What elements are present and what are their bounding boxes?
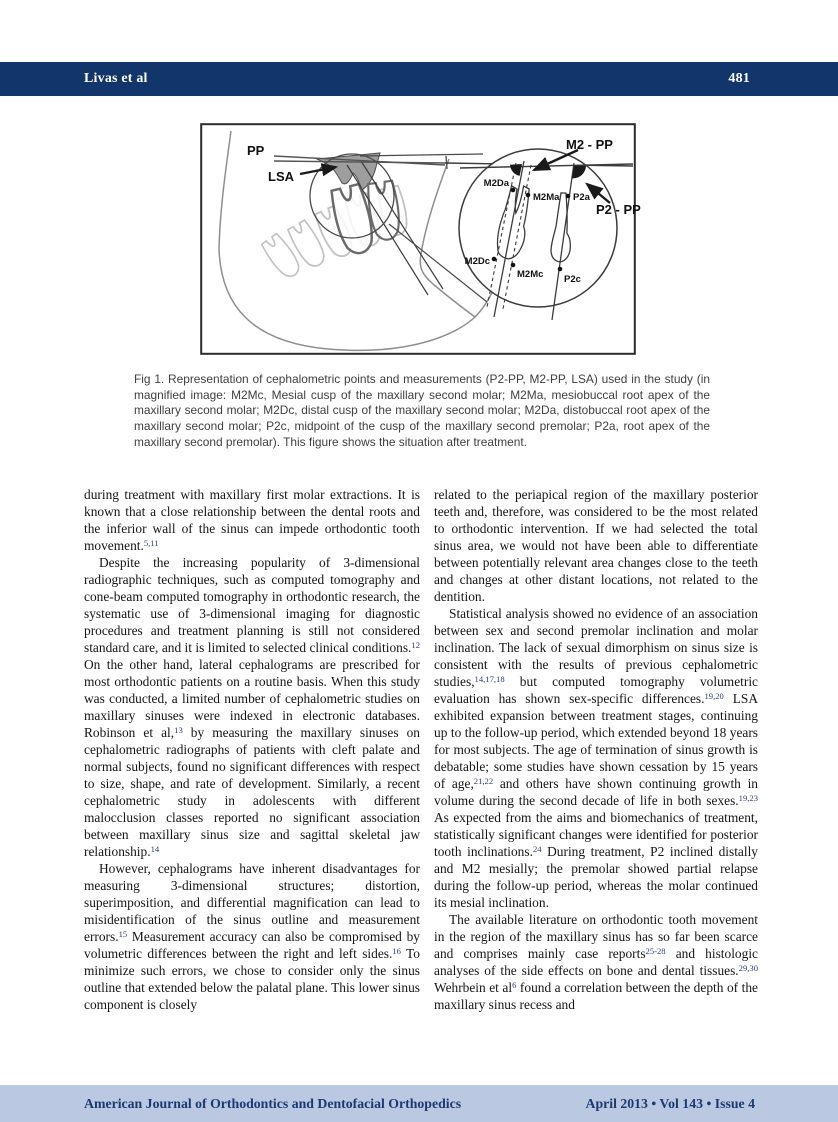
page-footer-bar [0, 1085, 838, 1122]
m2mc-label: M2Mc [517, 269, 544, 280]
body-paragraph: related to the periapical region of the maxillary posterior teeth and, therefore, was considered to be the most related to orthodontic intervention. If we had selected the total sinus area, we would not have been able to differentiate between potentially relevant area changes close to the teeth and changes at other distant locations, not related to the dentition. [434, 487, 758, 604]
magnified-circle [459, 149, 617, 307]
figure-caption: Fig 1. Representation of cephalometric points and measurements (P2-PP, M2-PP, LSA) used in the study (in magnified image: M2Mc, Mesial cusp of the maxillary second molar; M2Ma, mesiobuccal root apex of the maxillary second molar; M2Dc, distal cusp of the maxillary second molar; M2Da, distobuccal root apex of the maxillary second molar; P2c, midpoint of the cusp of the maxillary second premolar; P2a, root apex of the maxillary second premolar). This figure shows the situation after treatment. [134, 372, 710, 449]
p2a-label: P2a [573, 192, 590, 203]
running-author: Livas et al [84, 71, 148, 86]
body-paragraph: during treatment with maxillary first molar extractions. It is known that a close relationship between the dental roots and the inferior wall of the sinus can impede orthodontic tooth movement.$^{5,11}$ [84, 487, 420, 553]
right-column [434, 486, 758, 1013]
left-column [84, 486, 420, 1013]
body-paragraph: However, cephalograms have inherent disadvantages for measuring 3-dimensional structures; distortion, superimposition, and differential magnification can lead to misidentification of the sinus outline and measurement errors.$^{15}$ Measurement accuracy can also be compromised by volumetric differences between the right and left sides.$^{16}$ To minimize such errors, we chose to consider only the sinus outline that extended below the palatal plane. This lower sinus component is closely [84, 861, 420, 1012]
body-text-columns [84, 486, 758, 1013]
body-paragraph: Despite the increasing popularity of 3-dimensional radiographic techniques, such as computed tomography and cone-beam computed tomography in orthodontic research, the systematic use of 3-dimensional imaging for diagnostic procedures and treatment planning is still not considered standard care, and it is limited to selected clinical conditions.$^{12}$ On the other hand, lateral cephalograms are prescribed for most orthodontic patients on a routine basis. When this study was conducted, a limited number of cephalometric studies on maxillary sinuses were indexed in electronic databases. Robinson et al,$^{13}$ by measuring the maxillary sinuses on cephalometric radiographs of patients with cleft palate and normal subjects, found no significant differences with respect to size, shape, and rate of development. Similarly, a recent cephalometric study in adolescents with different malocclusion classes reported no significant association between maxillary sinus size and sagittal skeletal jaw relationship.$^{14}$ [84, 555, 420, 859]
p2c-label: P2c [564, 274, 581, 285]
figure-1 [200, 123, 641, 355]
body-paragraph: The available literature on orthodontic tooth movement in the region of the maxillary sinus has so far been scarce and comprises mainly case reports$^{25-28}$ and histologic analyses of the side effects on bone and dental tissues.$^{29,30}$ Wehrbein et $al^6$ found a correlation between the depth of the maxillary sinus recess and [434, 912, 758, 1012]
page-header-bar [0, 62, 838, 96]
lsa-label: LSA [268, 169, 294, 184]
cephalometric-diagram [200, 123, 641, 355]
body-paragraph: Statistical analysis showed no evidence of an association between sex and second premolar inclination and molar inclination. The lack of sexual dimorphism on sinus size is consistent with the results of previous cephalometric studies,$^{14,17,18}$ but computed tomography volumetric evaluation has shown sex-specific differences.$^{19,20}$ LSA exhibited expansion between treatment stages, continuing up to the follow-up period, which extended beyond 18 years for most subjects. The age of termination of sinus growth is debatable; some studies have shown cessation by 15 years of age,$^{21,22}$ and others have shown continuing growth in volume during the second decade of life in both sexes.$^{19,23}$ As expected from the aims and biomechanics of treatment, statistically significant changes were identified for posterior tooth inclinations.$^{24}$ During treatment, P2 inclined distally and M2 mesially; the premolar showed partial relapse during the follow-up period, whereas the molar continued its mesial inclination. [434, 606, 758, 910]
page-number: 481 [728, 71, 750, 86]
m2ma-label: M2Ma [533, 192, 560, 203]
m2dc-label: M2Dc [464, 256, 490, 267]
p2-pp-label: P2 - PP [596, 202, 641, 217]
m2-pp-label: M2 - PP [566, 137, 613, 152]
issue-info: April 2013 • Vol 143 • Issue 4 [585, 1095, 755, 1111]
journal-title: American Journal of Orthodontics and Dentofacial Orthopedics [84, 1095, 462, 1111]
pp-label: PP [247, 143, 265, 158]
m2da-label: M2Da [483, 178, 509, 189]
